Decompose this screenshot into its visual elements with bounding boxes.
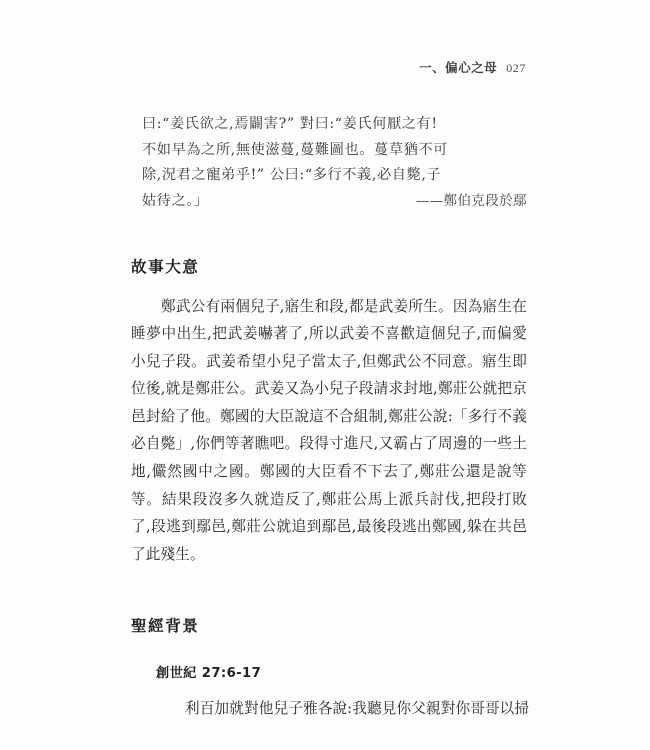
scripture-block <box>131 662 530 723</box>
page-number: 027 <box>506 61 526 75</box>
quote-line: 曰:“姜氏欲之,焉闢害?” 對曰:“姜氏何厭之有! <box>142 116 438 132</box>
quote-line: 姑待之。」 <box>142 192 209 209</box>
scripture-text: 利百加就對他兒子雅各說:我聽見你父親對你哥哥以掃 <box>185 700 530 718</box>
running-header <box>419 58 526 76</box>
quote-final-line <box>131 189 527 215</box>
scripture-reference: 創世紀 27:6-17 <box>156 666 262 682</box>
quote-line: 除,況君之寵弟乎!” 公曰:“多行不義,必自斃,子 <box>142 167 442 183</box>
classical-quote-block <box>131 112 527 215</box>
section-heading-story-summary: 故事大意 <box>131 257 200 276</box>
quote-line: 不如早為之所,無使滋蔓,蔓難圖也。蔓草猶不可 <box>142 141 448 158</box>
story-summary-paragraph: 鄭武公有兩個兒子,寤生和段,都是武姜所生。因為寤生在睡夢中出生,把武姜嚇著了,所以武姜不喜歡這個兒子,而偏愛小兒子段。武姜希望小兒子當太子,但鄭武公不同意。寤生即位後,就是鄭莊公。武姜又為小兒子段請求封地,鄭莊公就把京邑封給了他。鄭國的大臣說這不合組制,鄭莊公說:「多行不義必自斃」,你們等著瞧吧。段得寸進尺,又霸占了周邊的一些土地,儼然國中之國。鄭國的大臣看不下去了,鄭莊公還是說等等。結果段沒多久就造反了,鄭莊公馬上派兵討伐,把段打敗了,段逃到鄢邑,鄭莊公就追到鄢邑,最後段逃出鄭國,躲在共邑了此殘生。 <box>131 297 527 563</box>
header-chapter-title: 一、偏心之母 <box>419 60 498 75</box>
quote-attribution: ——鄭伯克段於鄢 <box>415 193 527 209</box>
page-content <box>131 112 530 723</box>
section-heading-bible-background: 聖經背景 <box>131 617 200 636</box>
